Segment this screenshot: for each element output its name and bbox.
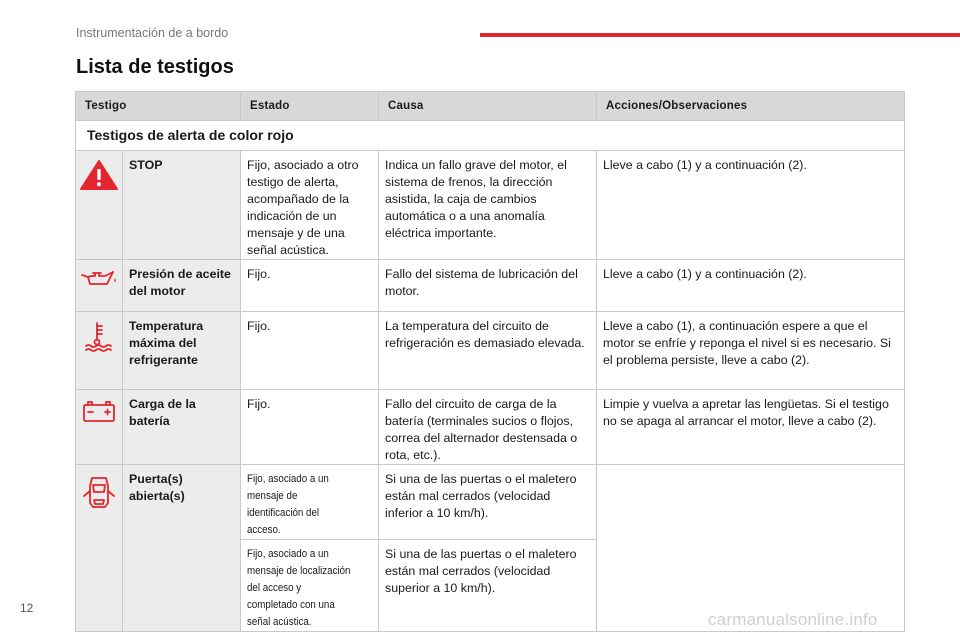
warning-cause: Fallo del circuito de carga de la batería (terminales sucios o flojos, correa del alternador destensada o rota, etc.).: [379, 390, 597, 465]
table-row: [76, 465, 905, 540]
warning-cause: Si una de las puertas o el maletero están mal cerrados (velocidad superior a 10 km/h).: [379, 540, 597, 632]
warning-cause: La temperatura del circuito de refrigeración es demasiado elevada.: [379, 312, 597, 390]
table-row: [76, 312, 905, 390]
column-header-acciones: Acciones/Observaciones: [597, 92, 905, 121]
warning-cause: Indica un fallo grave del motor, el sistema de frenos, la dirección asistida, la caja de cambios automática o a una anomalía eléctrica importante.: [379, 151, 597, 260]
warning-name: Puerta(s) abierta(s): [123, 465, 241, 632]
warning-name: Temperatura máxima del refrigerante: [123, 312, 241, 390]
watermark: carmanualsonline.info: [708, 610, 878, 629]
warning-action: [597, 465, 905, 632]
warning-name: STOP: [123, 151, 241, 260]
column-header-causa: Causa: [379, 92, 597, 121]
warning-action: Lleve a cabo (1) y a continuación (2).: [597, 151, 905, 260]
group-title: Testigos de alerta de color rojo: [76, 121, 905, 151]
warning-state-text: Fijo, asociado a un mensaje de localización del acceso y completado con una señal acústica.: [247, 548, 351, 628]
warning-state-text: Fijo, asociado a un mensaje de identificación del acceso.: [247, 473, 329, 536]
warning-cause: Si una de las puertas o el maletero están mal cerrados (velocidad inferior a 10 km/h).: [379, 465, 597, 540]
door-open-icon: [79, 473, 119, 513]
table-row: [76, 151, 905, 260]
warning-lights-table: [75, 91, 905, 632]
column-header-estado: Estado: [241, 92, 379, 121]
warning-state: [241, 540, 379, 632]
group-header-row: [76, 121, 905, 151]
table-header-row: [76, 92, 905, 121]
coolant-temperature-icon: [79, 320, 119, 354]
oil-pressure-icon: [79, 268, 119, 290]
warning-action: Limpie y vuelva a apretar las lengüetas. Si el testigo no se apaga al arrancar el motor, lleve a cabo (2).: [597, 390, 905, 465]
header-accent-bar: [480, 33, 960, 37]
warning-cause: Fallo del sistema de lubricación del motor.: [379, 260, 597, 312]
section-title: Instrumentación de a bordo: [76, 26, 229, 40]
warning-action: Lleve a cabo (1) y a continuación (2).: [597, 260, 905, 312]
warning-state: [241, 465, 379, 540]
battery-icon: [79, 398, 119, 424]
table-row: [76, 260, 905, 312]
warning-state: Fijo.: [241, 312, 379, 390]
warning-name: Carga de la batería: [123, 390, 241, 465]
warning-name: Presión de aceite del motor: [123, 260, 241, 312]
column-header-testigo: Testigo: [76, 92, 241, 121]
warning-state: Fijo.: [241, 390, 379, 465]
warning-state: Fijo.: [241, 260, 379, 312]
stop-warning-icon: [79, 159, 119, 191]
warning-state: Fijo, asociado a otro testigo de alerta, acompañado de la indicación de un mensaje y de una señal acústica.: [241, 151, 379, 260]
page-title: Lista de testigos: [76, 56, 234, 78]
table-row: [76, 390, 905, 465]
page-number: 12: [20, 601, 34, 615]
warning-action: Lleve a cabo (1), a continuación espere a que el motor se enfríe y reponga el nivel si es necesario. Si el problema persiste, lleve a cabo (2).: [597, 312, 905, 390]
